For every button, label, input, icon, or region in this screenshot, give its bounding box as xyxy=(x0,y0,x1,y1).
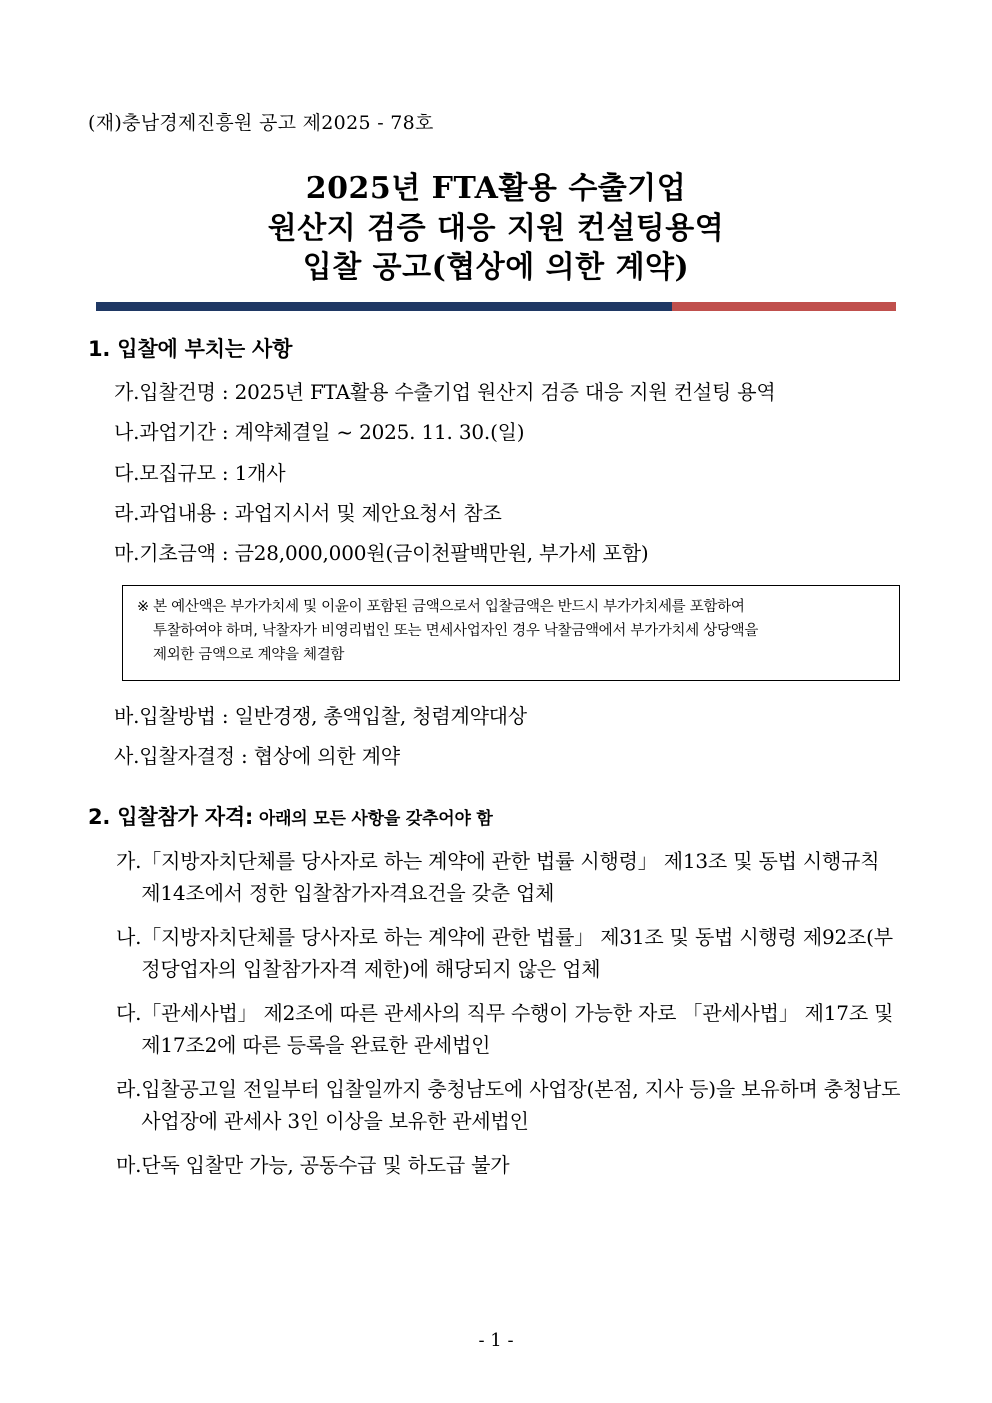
item-marker: 나. xyxy=(116,925,142,950)
section-2-heading-main: 2. 입찰참가 자격: xyxy=(88,805,254,830)
item-marker: 바. xyxy=(114,703,140,728)
list-item xyxy=(88,741,904,771)
item-text: 단독 입찰만 가능, 공동수급 및 하도급 불가 xyxy=(141,1153,510,1178)
item-text: 과업기간 : 계약체결일 ~ 2025. 11. 30.(일) xyxy=(139,420,525,445)
item-marker: 마. xyxy=(116,1153,142,1178)
list-item xyxy=(88,845,904,909)
item-text: 모집규모 : 1개사 xyxy=(139,460,286,485)
budget-note-box xyxy=(122,585,900,681)
item-text: 「지방자치단체를 당사자로 하는 계약에 관한 법률 시행령」 제13조 및 동법 시행규칙 제14조에서 정한 입찰참가자격요건을 갖춘 업체 xyxy=(141,849,880,906)
note-line: 투찰하여야 하며, 낙찰자가 비영리법인 또는 면세사업자인 경우 낙찰금액에서 부가가치세 상당액을 xyxy=(153,622,759,639)
item-marker: 다. xyxy=(116,1001,142,1026)
divider-red-segment xyxy=(672,302,896,311)
item-text: 입찰공고일 전일부터 입찰일까지 충청남도에 사업장(본점, 지사 등)을 보유하며 충청남도 사업장에 관세사 3인 이상을 보유한 관세법인 xyxy=(141,1077,901,1134)
note-line: ※ 본 예산액은 부가가치세 및 이윤이 포함된 금액으로서 입찰금액은 반드시 부가가치세를 포함하여 xyxy=(137,598,745,615)
item-marker: 가. xyxy=(116,849,142,874)
title-line-3: 입찰 공고(협상에 의한 계약) xyxy=(302,250,690,286)
item-text: 기초금액 : 금28,000,000원(금이천팔백만원, 부가세 포함) xyxy=(139,541,649,566)
section-1-heading: 1. 입찰에 부치는 사항 xyxy=(88,336,293,361)
list-item xyxy=(88,458,904,488)
title-line-2: 원산지 검증 대응 지원 컨설팅용역 xyxy=(267,210,725,246)
page-number: - 1 - xyxy=(478,1330,514,1351)
list-item xyxy=(88,1149,904,1181)
divider-navy-segment xyxy=(96,302,672,311)
section-2-heading xyxy=(88,801,904,831)
list-item xyxy=(88,538,904,568)
item-marker: 마. xyxy=(114,541,140,566)
item-marker: 라. xyxy=(114,500,140,525)
list-item xyxy=(88,997,904,1061)
item-marker: 나. xyxy=(114,420,140,445)
section-2-heading-sub: 아래의 모든 사항을 갖추어야 함 xyxy=(253,809,493,830)
item-text: 과업내용 : 과업지시서 및 제안요청서 참조 xyxy=(139,500,502,525)
item-marker: 사. xyxy=(114,743,140,768)
item-text: 「지방자치단체를 당사자로 하는 계약에 관한 법률」 제31조 및 동법 시행령 제92조(부정당업자의 입찰참가자격 제한)에 해당되지 않은 업체 xyxy=(141,925,893,982)
item-marker: 다. xyxy=(114,460,140,485)
title-divider xyxy=(96,302,896,311)
item-marker: 가. xyxy=(114,379,140,404)
document-body xyxy=(88,108,904,1193)
list-item xyxy=(88,1073,904,1137)
item-text: 입찰방법 : 일반경쟁, 총액입찰, 청렴계약대상 xyxy=(139,703,527,728)
notice-number: (재)충남경제진흥원 공고 제2025 - 78호 xyxy=(88,112,434,134)
list-item xyxy=(88,921,904,985)
list-item xyxy=(88,498,904,528)
item-marker: 라. xyxy=(116,1077,142,1102)
list-item xyxy=(88,701,904,731)
list-item xyxy=(88,417,904,447)
document-title xyxy=(126,169,866,288)
note-line: 제외한 금액으로 계약을 체결함 xyxy=(153,646,345,663)
item-text: 입찰건명 : 2025년 FTA활용 수출기업 원산지 검증 대응 지원 컨설팅 용역 xyxy=(139,379,776,404)
item-text: 「관세사법」 제2조에 따른 관세사의 직무 수행이 가능한 자로 「관세사법」 제17조 및 제17조2에 따른 등록을 완료한 관세법인 xyxy=(141,1001,894,1058)
list-item xyxy=(88,377,904,407)
item-text: 입찰자결정 : 협상에 의한 계약 xyxy=(139,743,400,768)
title-line-1: 2025년 FTA활용 수출기업 xyxy=(305,171,687,206)
